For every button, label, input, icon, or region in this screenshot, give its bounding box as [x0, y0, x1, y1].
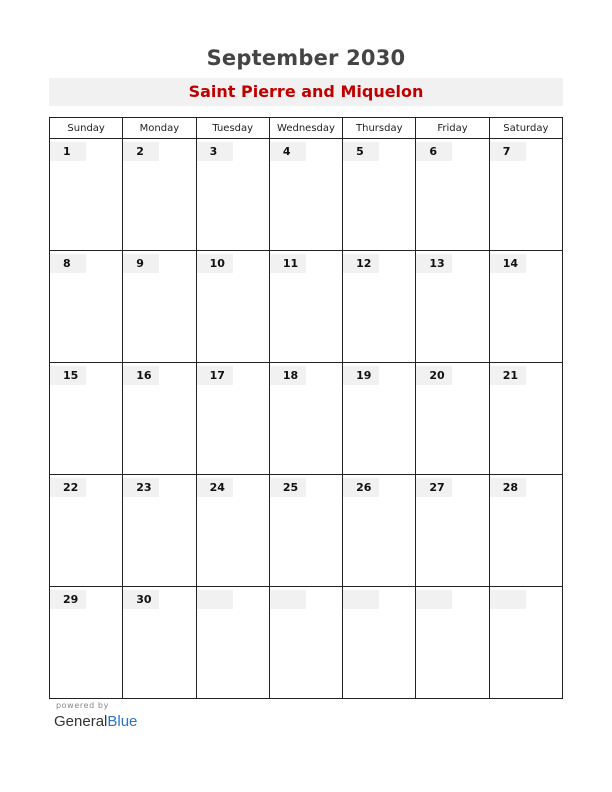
- day-cell: [123, 587, 196, 699]
- day-cell: [123, 475, 196, 587]
- weekday-wednesday: Wednesday: [269, 118, 342, 139]
- day-cell-empty: [416, 587, 489, 699]
- day-cell: [269, 475, 342, 587]
- day-number: 7: [490, 142, 526, 161]
- day-number: 21: [490, 366, 526, 385]
- day-number: 11: [270, 254, 306, 273]
- day-number: 9: [123, 254, 159, 273]
- region-name: Saint Pierre and Miquelon: [49, 78, 563, 106]
- week-row: [50, 475, 563, 587]
- day-number: 5: [343, 142, 379, 161]
- day-number: 27: [416, 478, 452, 497]
- day-number: 3: [197, 142, 233, 161]
- weekday-sunday: Sunday: [50, 118, 123, 139]
- day-cell: [269, 139, 342, 251]
- day-number: 20: [416, 366, 452, 385]
- powered-by-label: powered by: [56, 701, 109, 710]
- calendar-title: September 2030: [206, 46, 406, 70]
- day-number: 24: [197, 478, 233, 497]
- day-number: 18: [270, 366, 306, 385]
- brand-blue: Blue: [107, 713, 138, 730]
- week-row: [50, 587, 563, 699]
- weekday-saturday: Saturday: [489, 118, 562, 139]
- day-cell: [50, 139, 123, 251]
- day-cell: [343, 363, 416, 475]
- day-number: 1: [50, 142, 86, 161]
- day-cell: [416, 139, 489, 251]
- day-number: 12: [343, 254, 379, 273]
- day-number: 19: [343, 366, 379, 385]
- day-number: 17: [197, 366, 233, 385]
- day-cell: [196, 251, 269, 363]
- weekday-thursday: Thursday: [343, 118, 416, 139]
- weekday-tuesday: Tuesday: [196, 118, 269, 139]
- day-cell: [196, 363, 269, 475]
- day-number: 23: [123, 478, 159, 497]
- weekday-friday: Friday: [416, 118, 489, 139]
- calendar-grid: [49, 117, 563, 699]
- day-number: 22: [50, 478, 86, 497]
- day-number: 13: [416, 254, 452, 273]
- day-number-empty: [270, 590, 306, 609]
- day-number: 8: [50, 254, 86, 273]
- day-cell: [343, 139, 416, 251]
- day-cell-empty: [489, 587, 562, 699]
- brand-logo[interactable]: [54, 713, 137, 730]
- day-cell: [196, 475, 269, 587]
- day-cell: [50, 251, 123, 363]
- day-number: 25: [270, 478, 306, 497]
- day-cell-empty: [196, 587, 269, 699]
- week-row: [50, 139, 563, 251]
- day-cell: [123, 251, 196, 363]
- week-row: [50, 251, 563, 363]
- day-number-empty: [343, 590, 379, 609]
- day-cell: [50, 475, 123, 587]
- day-cell: [269, 251, 342, 363]
- day-number-empty: [197, 590, 233, 609]
- day-number-empty: [416, 590, 452, 609]
- day-number: 15: [50, 366, 86, 385]
- day-cell-empty: [269, 587, 342, 699]
- brand-general: General: [54, 713, 108, 730]
- day-cell: [489, 363, 562, 475]
- day-number: 10: [197, 254, 233, 273]
- day-number: 14: [490, 254, 526, 273]
- day-cell: [416, 251, 489, 363]
- day-cell: [343, 475, 416, 587]
- weekday-monday: Monday: [123, 118, 196, 139]
- day-cell: [269, 363, 342, 475]
- day-cell: [489, 139, 562, 251]
- day-cell: [196, 139, 269, 251]
- day-number: 29: [50, 590, 86, 609]
- day-number: 6: [416, 142, 452, 161]
- day-number-empty: [490, 590, 526, 609]
- day-cell: [50, 587, 123, 699]
- day-number: 26: [343, 478, 379, 497]
- day-cell: [123, 363, 196, 475]
- day-number: 4: [270, 142, 306, 161]
- week-row: [50, 363, 563, 475]
- day-cell: [50, 363, 123, 475]
- day-number: 2: [123, 142, 159, 161]
- day-cell: [489, 475, 562, 587]
- day-number: 16: [123, 366, 159, 385]
- day-cell-empty: [343, 587, 416, 699]
- day-number: 30: [123, 590, 159, 609]
- day-number: 28: [490, 478, 526, 497]
- day-cell: [416, 363, 489, 475]
- day-cell: [343, 251, 416, 363]
- day-cell: [416, 475, 489, 587]
- day-cell: [489, 251, 562, 363]
- weekday-header-row: [50, 118, 563, 139]
- day-cell: [123, 139, 196, 251]
